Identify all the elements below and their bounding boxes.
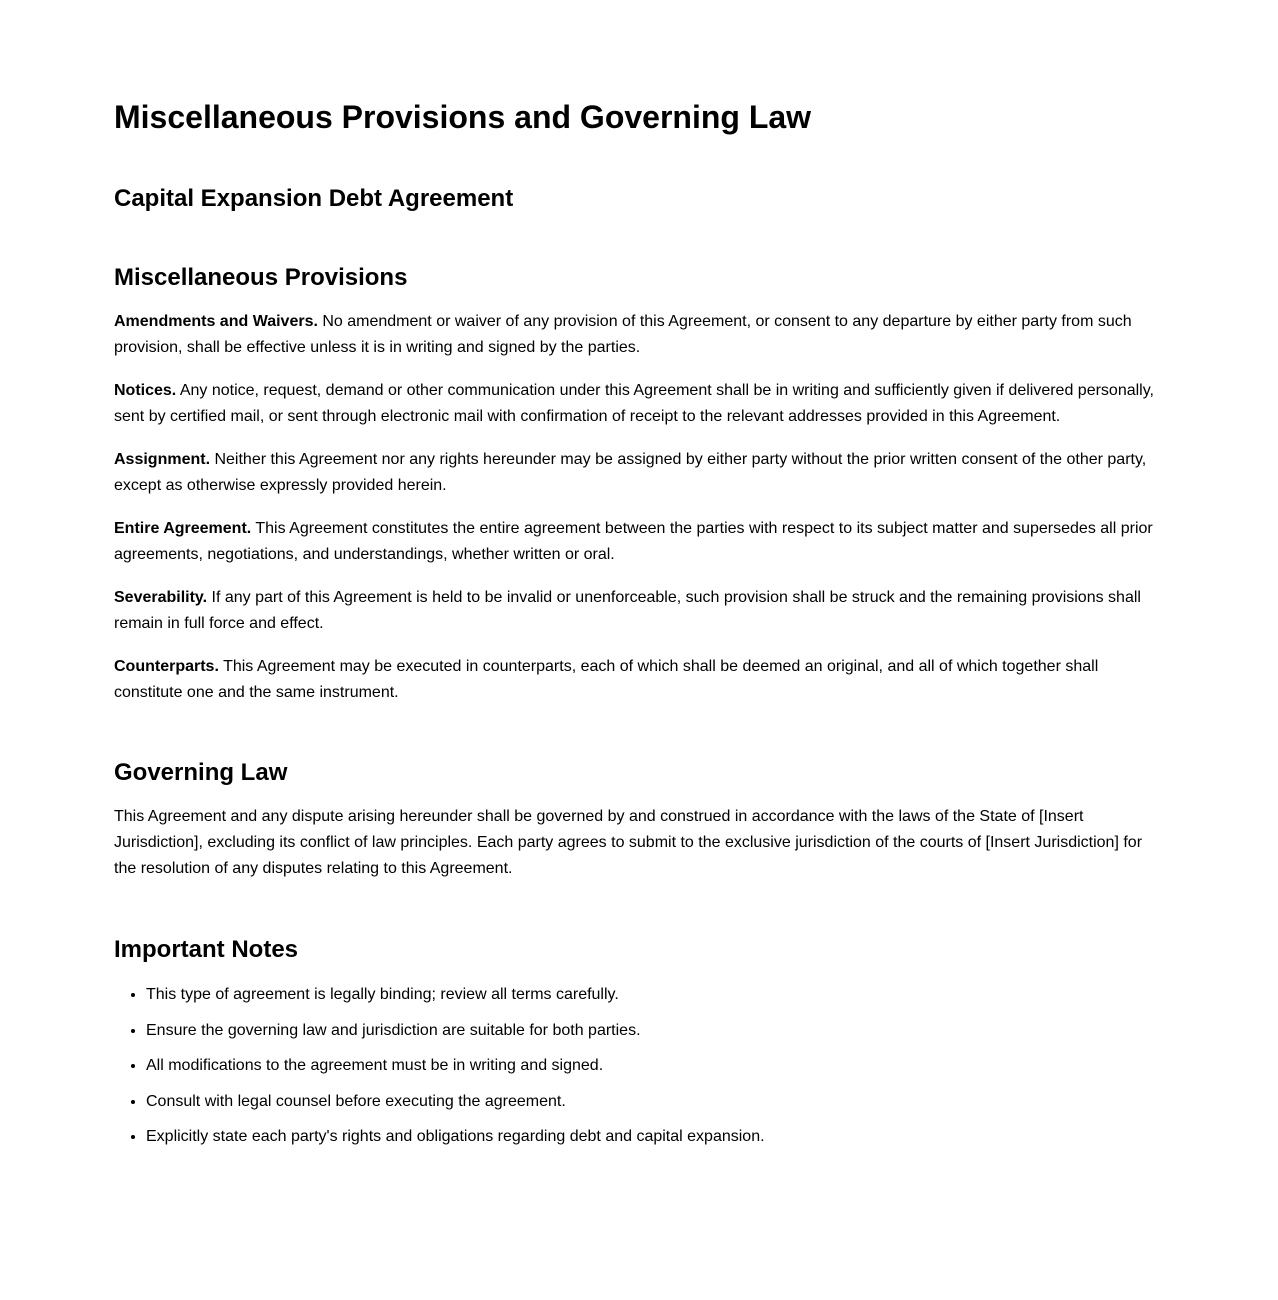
provision-counterparts (114, 654, 1164, 706)
list-item: • All modifications to the agreement must be in writing and signed. (146, 1053, 1164, 1079)
provision-text: This Agreement may be executed in counterparts, each of which shall be deemed an original, and all of which together shall constitute one and the same instrument. (114, 658, 1099, 701)
provision-text: If any part of this Agreement is held to be invalid or unenforceable, such provision shall be struck and the remaining provisions shall remain in full force and effect. (114, 589, 1141, 632)
provision-term: Amendments and Waivers. (114, 313, 318, 330)
provision-term: Severability. (114, 589, 208, 606)
governing-law-text: This Agreement and any dispute arising hereunder shall be governed by and construed in accordance with the laws of the State of [Insert Jurisdiction], excluding its conflict of law principles. Each party agrees to submit to the exclusive jurisdiction of the courts of [Insert Jurisdiction] for the resolution of any disputes relating to this Agreement. (114, 808, 1143, 877)
provision-text: Neither this Agreement nor any rights hereunder may be assigned by either party without the prior written consent of the other party, except as otherwise expressly provided herein. (114, 451, 1147, 494)
document-subtitle: Capital Expansion Debt Agreement (114, 185, 514, 212)
provisions-list (114, 309, 1164, 706)
provision-amendments (114, 309, 1164, 361)
provision-text: Any notice, request, demand or other communication under this Agreement shall be in writing and sufficiently given if delivered personally, sent by certified mail, or sent through electronic mail with confirmation of receipt to the relevant addresses provided in this Agreement. (114, 382, 1154, 425)
provision-text: This Agreement constitutes the entire agreement between the parties with respect to its subject matter and supersedes all prior agreements, negotiations, and understandings, whether written or oral. (114, 520, 1153, 563)
list-item: • Explicitly state each party's rights and obligations regarding debt and capital expansion. (146, 1124, 1164, 1150)
provision-text: No amendment or waiver of any provision of this Agreement, or consent to any departure by either party from such provision, shall be effective unless it is in writing and signed by the parties. (114, 313, 1132, 356)
provision-notices (114, 378, 1164, 430)
notes-list (114, 982, 1164, 1150)
provision-term: Entire Agreement. (114, 520, 252, 537)
provision-severability (114, 585, 1164, 637)
provision-entire-agreement (114, 516, 1164, 568)
provision-assignment (114, 447, 1164, 499)
page-title: Miscellaneous Provisions and Governing Law (114, 99, 812, 135)
important-notes-heading: Important Notes (114, 936, 299, 963)
list-item: • Ensure the governing law and jurisdiction are suitable for both parties. (146, 1018, 1164, 1044)
provision-term: Notices. (114, 382, 177, 399)
provision-term: Assignment. (114, 451, 211, 468)
governing-law-heading: Governing Law (114, 759, 288, 786)
list-item: • Consult with legal counsel before executing the agreement. (146, 1089, 1164, 1115)
list-item: • This type of agreement is legally binding; review all terms carefully. (146, 982, 1164, 1008)
provision-term: Counterparts. (114, 658, 219, 675)
misc-provisions-heading: Miscellaneous Provisions (114, 264, 408, 291)
